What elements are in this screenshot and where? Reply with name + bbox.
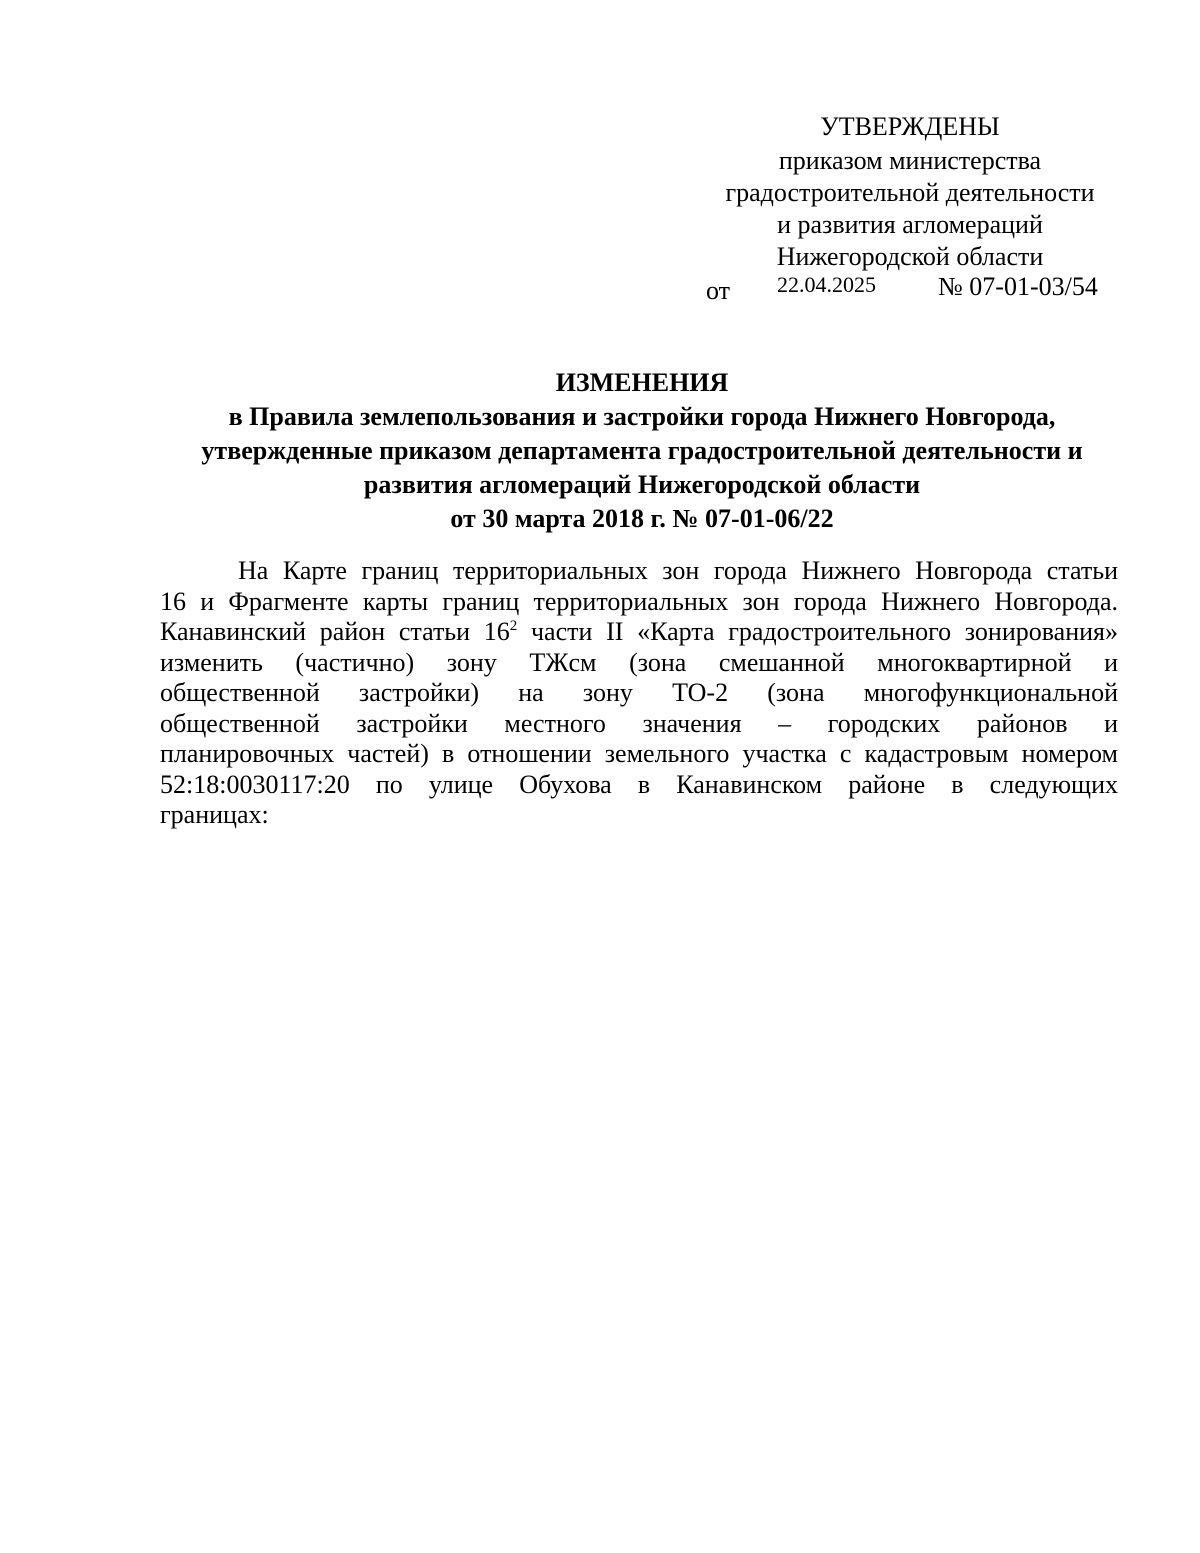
body-paragraph: [160, 556, 1118, 831]
body-line-part: части II «Карта градостроительного зонирования»: [517, 617, 1118, 646]
approval-number: № 07-01-03/54: [938, 272, 1098, 301]
approval-heading: УТВЕРЖДЕНЫ: [820, 112, 1000, 141]
body-line-part: Канавинский район статьи 16: [160, 617, 510, 646]
body-line: 52:18:0030117:20 по улице Обухова в Канавинском районе в следующих: [160, 769, 1118, 799]
approval-date: 22.04.2025: [777, 272, 876, 297]
body-line: 16 и Фрагменте карты границ территориальных зон города Нижнего Новгорода.: [160, 586, 1118, 616]
approval-line: приказом министерства: [778, 146, 1042, 175]
title-main: ИЗМЕНЕНИЯ: [555, 368, 729, 397]
title-line: утвержденные приказом департамента градостроительной деятельности и: [201, 436, 1083, 465]
body-line: границах:: [160, 800, 269, 829]
superscript: 2: [509, 618, 518, 634]
body-line: общественной застройки местного значения – городских районов и: [160, 708, 1118, 738]
approval-line: и развития агломераций: [777, 210, 1043, 239]
approval-line: Нижегородской области: [776, 242, 1044, 271]
body-line: планировочных частей) в отношении земельного участка с кадастровым номером: [160, 739, 1118, 768]
title-line: развития агломераций Нижегородской области: [363, 470, 921, 499]
approval-date-row: [0, 270, 1200, 304]
approval-line: градостроительной деятельности: [725, 178, 1095, 207]
title-line: от 30 марта 2018 г. № 07-01-06/22: [450, 504, 834, 533]
date-prefix: от: [706, 276, 731, 305]
body-line: изменить (частично) зону ТЖсм (зона смешанной многоквартирной и: [160, 647, 1118, 677]
body-line: [160, 617, 1118, 648]
body-line: На Карте границ территориальных зон города Нижнего Новгорода статьи: [238, 556, 1118, 585]
document-title: [160, 366, 1124, 536]
title-line: в Правила землепользования и застройки города Нижнего Новгорода,: [228, 402, 1056, 431]
body-line: общественной застройки) на зону ТО-2 (зона многофункциональной: [160, 678, 1118, 707]
